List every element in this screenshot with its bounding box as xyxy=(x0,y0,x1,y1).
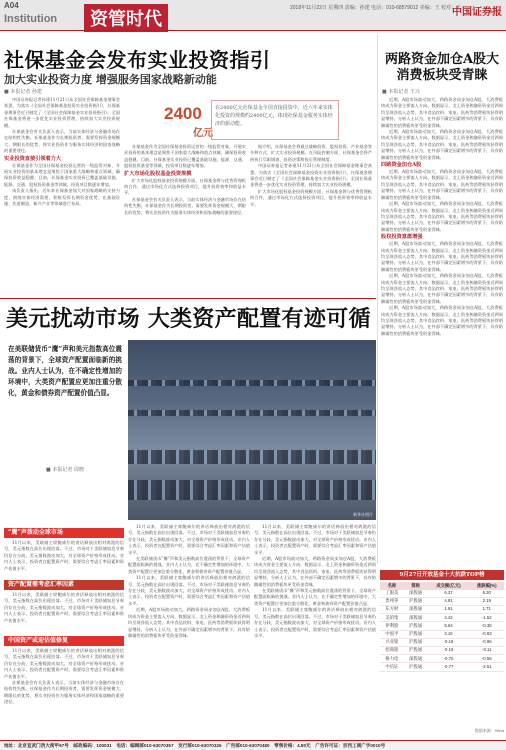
section-number: A04 xyxy=(4,1,19,10)
feature-lead: 在美联储货币“鹰”声和美元指数高位震荡的背景下，全球资产配置面临新的挑战。业内人士认为，在不确定性增加的环境中，大类资产配置应更加注重分散化，黄金和债券资产配置价值凸显。 xyxy=(8,345,122,397)
photo-detail xyxy=(128,450,376,464)
feature-headline: 美元扰动市场 大类资产配置有迹可循 xyxy=(6,306,371,332)
lead-subheading-1: 实业投资直接引领着力大 xyxy=(4,155,62,162)
fund-table-cell: 4.91 xyxy=(428,597,470,605)
fund-table-cell: 6.37 xyxy=(428,590,470,598)
fund-table-cell: 贵州茅 xyxy=(380,597,404,605)
newspaper-logo: 中国证券报 xyxy=(452,7,502,18)
lead-paragraph: 该负责人指出，近年来社保基金加大对国家战略的支持力度，围绕实体经济需要，积极发挥长期资金优势，在基础设施、先进制造、新兴产业等领域进行布局。 xyxy=(4,188,120,207)
big-figure: 2400 xyxy=(164,104,202,123)
feature-paragraph: 11月以来，美联储主席鲍威尔的讲话释放出相对鸽派的信号，美元指数在高位出现回落。不过，市场对于美联储加息节奏仍存在分歧，美元指数波动加大，对全球资产价格形成扰动。业内人士表示，投资者在配置资产时，需要综合考虑汇率因素和资产估值水平。 xyxy=(254,607,376,638)
feature-paragraph: 11月以来，美联储主席鲍威尔的讲话释放出相对鸽派的信号，美元指数在高位出现回落。不过，市场对于美联储加息节奏仍存在分歧，美元指数波动加大，对全球资产价格形成扰动。业内人士表示，投资者在配置资产时，需要综合考虑汇率因素和资产估值水平。 xyxy=(4,540,124,571)
fund-table-row xyxy=(380,597,504,605)
feature-column-2 xyxy=(128,524,250,736)
lead-paragraph: 扩大市场化股权基金投资规模方面，社保基金将与优秀管理机构合作，通过市场化方式选择投资项目，提升投资效率和收益水平。 xyxy=(250,188,372,207)
feature-paragraph: 社保基金会有关负责人表示，当前实体经济与金融市场存在结构性失衡。社保基金作为长期投资者，需要发挥资金规模大、期限长的优势，将实业投资作为服务实体经济和国家战略的重要途径。 xyxy=(4,680,124,705)
fund-table-cell: 沪股通 xyxy=(404,597,428,605)
lead-subhead: 加大实业投资力度 增强服务国家战略新动能 xyxy=(4,73,217,86)
fund-table-header: 名称 xyxy=(380,582,404,590)
fund-table-cell: 深股通 xyxy=(404,614,428,622)
fund-table-cell: -1.52 xyxy=(470,614,504,622)
feature-paragraph: 在美联储货币“鹰”声和美元指数高位震荡的背景下，全球资产配置面临新的挑战。业内人士认为，在不确定性增加的环境中，大类资产配置应更加注重分散化，黄金和债券资产配置价值凸显。 xyxy=(254,588,376,606)
lead-paragraph: 中国证券报记者孙建11月21日从全国社会保障基金理事会获悉，为落实《全国社会保障基金投资实业投资指引》，社保基金理事会近日制定了《全国社会保障基金实业投资指引》。全国社保基金将进一步优化实业投资管理，持续加大实业投资规模。 xyxy=(4,97,120,128)
fund-table-cell: 沪股通 xyxy=(404,646,428,654)
lead-paragraph: 社保基金作为全国社保基金投资运营的一级监管对象，开展实业投资的基本理念是聚焦于国家重大战略和重点领域，确保投资收益稳健。目前，社保基金实业投资已覆盖基础设施、能源、交通、股权投资基金等领域，投资项目数逐年增加。 xyxy=(4,162,120,187)
fund-table-cell: -0.38 xyxy=(470,622,504,630)
right-headline: 两路资金加仓A股大消费板块受青睐 xyxy=(384,52,500,83)
fund-table-body xyxy=(380,590,504,672)
right-paragraph: 近期，A股市场波动加大，两路资金同步加仓A股，大消费板块成为资金主要流入方向。数据显示，北上资金和融资资金近两周均呈现净流入态势，其中食品饮料、家电、医药等消费板块获得明显增持。分析人士认为，在外部不确定因素增多的背景下，具有防御属性的消费板块更受资金青睐。 xyxy=(381,169,503,200)
fund-table-header: 成交额(亿元) xyxy=(428,582,470,590)
trading-floor-photo xyxy=(128,340,376,520)
column-divider xyxy=(377,34,378,564)
fund-table-cell: 深股通 xyxy=(404,605,428,613)
right-paragraph: 近期，A股市场波动加大，两路资金同步加仓A股，大消费板块成为资金主要流入方向。数据显示，北上资金和融资资金近两周均呈现净流入态势，其中食品饮料、家电、医药等消费板块获得明显增持。分析人士认为，在外部不确定因素增多的背景下，具有防御属性的消费板块更受资金青睐。 xyxy=(381,241,503,272)
fund-table-header: 涨跌幅(%) xyxy=(470,582,504,590)
section-english: Institution xyxy=(4,13,58,25)
feature-column-3 xyxy=(254,524,376,736)
fund-table-cell: 兴业银 xyxy=(380,638,404,646)
feature-text-1 xyxy=(4,540,124,578)
feature-text-2 xyxy=(4,592,124,634)
fund-table-cell: 3.16 xyxy=(428,630,470,638)
feature-bar-1: “鹰”声拨动全球市场 xyxy=(4,528,124,538)
fund-table-cell: 4.42 xyxy=(428,614,470,622)
lead-paragraph: 据介绍，社保基金会将通过战略投资、股权投资、产业基金等多种方式，扩大实业投资规模。在风险控制方面，社保基金会将严格执行尽职调查、投资决策和投后管理制度。 xyxy=(250,144,372,162)
right-paragraph: 近期，A股市场波动加大，两路资金同步加仓A股，大消费板块成为资金主要流入方向。数据显示，北上资金和融资资金近两周均呈现净流入态势，其中食品饮料、家电、医药等消费板块获得明显增持。分析人士认为，在外部不确定因素增多的背景下，具有防御属性的消费板块更受资金青睐。 xyxy=(381,273,503,304)
lead-column-3 xyxy=(250,144,372,297)
right-paragraph: 近期，A股市场波动加大，两路资金同步加仓A股，大消费板块成为资金主要流入方向。数据显示，北上资金和融资资金近两周均呈现净流入态势，其中食品饮料、家电、医药等消费板块获得明显增持。分析人士认为，在外部不确定因素增多的背景下，具有防御属性的消费板块更受资金青睐。 xyxy=(381,97,503,128)
fund-table-cell: 格力电 xyxy=(380,655,404,663)
fund-table-cell: -0.83 xyxy=(470,630,504,638)
right-subheading-1: 四路资金加仓A股 xyxy=(381,162,422,169)
lead-byline: ■ 本报记者 孙建 xyxy=(4,89,42,95)
big-figure-unit: 亿元 xyxy=(193,128,213,139)
right-paragraph: 近期，A股市场波动加大，两路资金同步加仓A股，大消费板块成为资金主要流入方向。数据显示，北上资金和融资资金近两周均呈现净流入态势，其中食品饮料、家电、医药等消费板块获得明显增持。分析人士认为，在外部不确定因素增多的背景下，具有防御属性的消费板块更受资金青睐。 xyxy=(381,129,503,160)
fund-table-cell: 沪股通 xyxy=(404,663,428,671)
feature-paragraph: 11月以来，美联储主席鲍威尔的讲话释放出相对鸽派的信号，美元指数在高位出现回落。不过，市场对于美联储加息节奏仍存在分歧，美元指数波动加大，对全球资产价格形成扰动。业内人士表示，投资者在配置资产时，需要综合考虑汇率因素和资产估值水平。 xyxy=(4,648,124,679)
fund-table-row xyxy=(380,655,504,663)
feature-byline: ■ 本报记者 周晓 xyxy=(46,467,84,473)
fund-table-cell: 工银美 xyxy=(380,590,404,598)
photo-detail xyxy=(128,410,376,416)
fund-table-cell: 5.64 xyxy=(428,622,470,630)
fund-table-cell: 东方财 xyxy=(380,605,404,613)
feature-rule xyxy=(0,298,376,299)
right-paragraph: 近期，A股市场波动加大，两路资金同步加仓A股，大消费板块成为资金主要流入方向。数据显示，北上资金和融资资金近两周均呈现净流入态势，其中食品饮料、家电、医药等消费板块获得明显增持。分析人士认为，在外部不确定因素增多的背景下，具有防御属性的消费板块更受资金青睐。 xyxy=(381,305,503,336)
photo-detail xyxy=(128,380,376,386)
right-subheading-2: 股权投资意愿增强 xyxy=(381,234,423,241)
lead-paragraph: 社保基金会有关负责人表示，当前实体经济与金融市场存在结构性失衡。社保基金作为长期投资者，需要发挥资金规模大、期限长的优势，将实业投资作为服务实体经济和国家战略的重要途径。 xyxy=(4,129,120,154)
feature-paragraph: 近期，A股市场波动加大，两路资金同步加仓A股，大消费板块成为资金主要流入方向。数据显示，北上资金和融资资金近两周均呈现净流入态势，其中食品饮料、家电、医药等消费板块获得明显增持。分析人士认为，在外部不确定因素增多的背景下，具有防御属性的消费板块更受资金青睐。 xyxy=(128,607,250,638)
fund-table-cell: -0.96 xyxy=(470,638,504,646)
fund-table-cell: 深股通 xyxy=(404,655,428,663)
fund-table-cell: 中国平 xyxy=(380,630,404,638)
lead-paragraph: 扩大市场化股权基金投资规模方面，社保基金将与优秀管理机构合作，通过市场化方式选择投资项目，提升投资效率和收益水平。 xyxy=(124,177,246,196)
fund-table-row xyxy=(380,614,504,622)
column-title: 资管时代 xyxy=(84,4,168,32)
fund-table-cell: 中信证 xyxy=(380,663,404,671)
feature-text-3 xyxy=(4,648,124,736)
feature-paragraph: 11月以来，美联储主席鲍威尔的讲话释放出相对鸽派的信号，美元指数在高位出现回落。不过，市场对于美联储加息节奏仍存在分歧，美元指数波动加大，对全球资产价格形成扰动。业内人士表示，投资者在配置资产时，需要综合考虑汇率因素和资产估值水平。 xyxy=(254,524,376,555)
feature-paragraph: 11月以来，美联储主席鲍威尔的讲话释放出相对鸽派的信号，美元指数在高位出现回落。不过，市场对于美联储加息节奏仍存在分歧，美元指数波动加大，对全球资产价格形成扰动。业内人士表示，投资者在配置资产时，需要综合考虑汇率因素和资产估值水平。 xyxy=(128,524,250,555)
feature-bar-3: 中国资产或迎估值修复 xyxy=(4,636,124,646)
fund-table-row xyxy=(380,622,504,630)
fund-table-cell: -0.70 xyxy=(428,655,470,663)
feature-paragraph: 11月以来，美联储主席鲍威尔的讲话释放出相对鸽派的信号，美元指数在高位出现回落。不过，市场对于美联储加息节奏仍存在分歧，美元指数波动加大，对全球资产价格形成扰动。业内人士表示，投资者在配置资产时，需要综合考虑汇率因素和资产估值水平。 xyxy=(128,575,250,606)
photo-credit: 新华社图片 xyxy=(353,512,373,517)
fund-table-cell: 沪股通 xyxy=(404,638,428,646)
photo-detail xyxy=(128,480,376,500)
right-byline: ■ 本报记者 王兴 xyxy=(382,89,420,95)
feature-bar-2: 资产配置需考虑汇率因素 xyxy=(4,580,124,590)
fund-table-row xyxy=(380,590,504,598)
lead-column-1 xyxy=(4,97,120,297)
fund-table-cell: 伊利股 xyxy=(380,622,404,630)
right-column xyxy=(381,97,503,567)
lead-headline: 社保基金会发布实业投资指引 xyxy=(4,48,271,72)
fund-table-cell: -0.16 xyxy=(428,646,470,654)
fund-table-cell: 2.19 xyxy=(470,597,504,605)
issue-meta: 2018年11月22日 星期四 责编：孙建 电话：010-68579012 美编：王 校对：王 xyxy=(290,5,462,11)
fund-table-cell: 沪股通 xyxy=(404,622,428,630)
fund-table-cell: 招商银 xyxy=(380,646,404,654)
fund-table-row xyxy=(380,646,504,654)
feature-paragraph: 近期，A股市场波动加大，两路资金同步加仓A股，大消费板块成为资金主要流入方向。数据显示，北上资金和融资资金近两周均呈现净流入态势，其中食品饮料、家电、医药等消费板块获得明显增持。分析人士认为，在外部不确定因素增多的背景下，具有防御属性的消费板块更受资金青睐。 xyxy=(254,556,376,587)
fund-table-header: 简称 xyxy=(404,582,428,590)
fund-table-source: 数据来源：Wind xyxy=(474,728,504,733)
fund-table-row xyxy=(380,638,504,646)
lead-subheading-2: 扩大市场化股权基金投资规模 xyxy=(124,170,192,177)
fund-table-row xyxy=(380,630,504,638)
fund-table-cell: -2.51 xyxy=(470,663,504,671)
feature-paragraph: 11月以来，美联储主席鲍威尔的讲话释放出相对鸽派的信号，美元指数在高位出现回落。不过，市场对于美联储加息节奏仍存在分歧，美元指数波动加大，对全球资产价格形成扰动。业内人士表示，投资者在配置资产时，需要综合考虑汇率因素和资产估值水平。 xyxy=(4,592,124,623)
fund-table-cell: -0.55 xyxy=(470,655,504,663)
fund-table-cell: 美的集 xyxy=(380,614,404,622)
feature-paragraph: 在美联储货币“鹰”声和美元指数高位震荡的背景下，全球资产配置面临新的挑战。业内人士认为，在不确定性增加的环境中，大类资产配置应更加注重分散化，黄金和债券资产配置价值凸显。 xyxy=(128,556,250,574)
fund-table-header-row xyxy=(380,582,504,590)
fund-table-cell: 1.91 xyxy=(428,605,470,613)
fund-table-cell: -0.11 xyxy=(470,646,504,654)
fund-table-cell: 沪股通 xyxy=(404,630,428,638)
right-paragraph: 近期，A股市场波动加大，两路资金同步加仓A股，大消费板块成为资金主要流入方向。数据显示，北上资金和融资资金近两周均呈现净流入态势，其中食品饮料、家电、医药等消费板块获得明显增持。分析人士认为，在外部不确定因素增多的背景下，具有防御属性的消费板块更受资金青睐。 xyxy=(381,201,503,232)
fund-table-cell: 1.71 xyxy=(470,605,504,613)
pull-quote: 在2400亿元社保基金全国直接投资中，近六年来实体化投资的规模约2400亿元，体现社保基金服务实体经济的新动能。 xyxy=(211,100,339,140)
fund-table-cell: -0.77 xyxy=(428,663,470,671)
masthead-rule xyxy=(0,30,506,31)
page-footer: 地址：北京宣武门西大街甲97号 邮政编码：100031 电话：编辑部010-63070357 发行部010-63070326 广告部010-63070480 零售价格：4.80元 广告许可证：京西工商广字0010号 xyxy=(0,740,506,750)
lead-paragraph: 中国证券报记者孙建11月21日从全国社会保障基金理事会获悉，为落实《全国社会保障基金投资实业投资指引》，社保基金理事会近日制定了《全国社会保障基金实业投资指引》。全国社保基金将进一步优化实业投资管理，持续加大实业投资规模。 xyxy=(250,163,372,188)
fund-table-row xyxy=(380,663,504,671)
fund-table-cell: 5.30 xyxy=(470,590,504,598)
fund-table xyxy=(380,582,504,672)
lead-column-2 xyxy=(124,144,246,297)
fund-table-title: 9月27日开放基金十大抗跌TOP榜 xyxy=(380,570,504,580)
fund-table-row xyxy=(380,605,504,613)
lead-paragraph: 社保基金作为全国社保基金投资运营的一级监管对象，开展实业投资的基本理念是聚焦于国家重大战略和重点领域，确保投资收益稳健。目前，社保基金实业投资已覆盖基础设施、能源、交通、股权投资基金等领域，投资项目数逐年增加。 xyxy=(124,144,246,169)
lead-paragraph: 社保基金会有关负责人表示，当前实体经济与金融市场存在结构性失衡。社保基金作为长期投资者，需要发挥资金规模大、期限长的优势，将实业投资作为服务实体经济和国家战略的重要途径。 xyxy=(124,196,246,215)
fund-table-cell: 深股通 xyxy=(404,590,428,598)
fund-table-cell: -0.18 xyxy=(428,638,470,646)
